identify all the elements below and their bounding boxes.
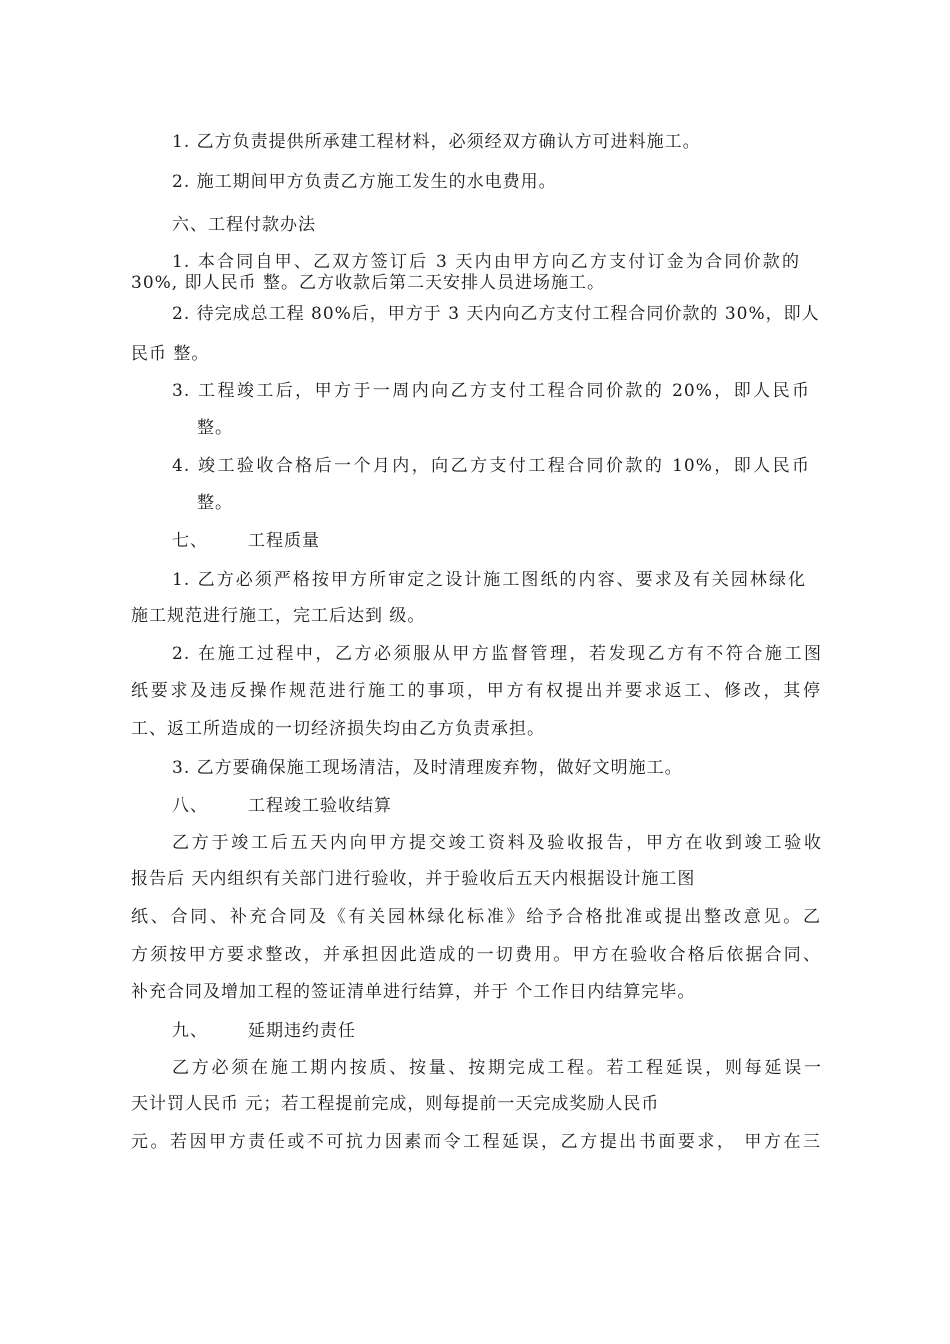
text-line: 30%, 即人民币 整。乙方收款后第二天安排人员进场施工。 (131, 273, 605, 293)
text-line: 4. 竣工验收合格后一个月内，向乙方支付工程合同价款的 10%，即人民币 (172, 456, 810, 476)
text-line: 3. 乙方要确保施工现场清洁，及时清理废弃物，做好文明施工。 (172, 758, 683, 778)
text-line: 民币 整。 (131, 344, 210, 364)
text-line: 2. 施工期间甲方负责乙方施工发生的水电费用。 (172, 172, 557, 192)
text-line: 纸、合同、补充合同及《有关园林绿化标准》给予合格批准或提出整改意见。乙 (131, 907, 821, 927)
section-number: 八、 (172, 796, 208, 816)
text-line: 1. 乙方必须严格按甲方所审定之设计施工图纸的内容、要求及有关园林绿化 (172, 570, 806, 590)
text-line: 整。 (197, 418, 233, 438)
text-line: 工、返工所造成的一切经济损失均由乙方负责承担。 (131, 719, 545, 739)
text-line: 2. 待完成总工程 80%后，甲方于 3 天内向乙方支付工程合同价款的 30%，即人 (172, 304, 820, 324)
text-line: 3. 工程竣工后，甲方于一周内向乙方支付工程合同价款的 20%，即人民币 (172, 381, 810, 401)
text-line: 纸要求及违反操作规范进行施工的事项，甲方有权提出并要求返工、修改，其停 (131, 681, 821, 701)
section-number: 七、 (172, 531, 208, 551)
section-heading: 工程竣工验收结算 (248, 796, 392, 816)
text-line: 施工规范进行施工，完工后达到 级。 (131, 606, 426, 626)
section-heading: 延期违约责任 (248, 1021, 356, 1041)
text-line: 2. 在施工过程中，乙方必须服从甲方监督管理，若发现乙方有不符合施工图 (172, 644, 822, 664)
section-heading: 六、工程付款办法 (172, 215, 316, 235)
text-line: 报告后 天内组织有关部门进行验收，并于验收后五天内根据设计施工图 (131, 869, 696, 889)
text-line: 1. 乙方负责提供所承建工程材料，必须经双方确认方可进料施工。 (172, 132, 701, 152)
text-line: 天计罚人民币 元；若工程提前完成，则每提前一天完成奖励人民币 (131, 1094, 660, 1114)
text-line: 补充合同及增加工程的签证清单进行结算，并于 个工作日内结算完毕。 (131, 982, 696, 1002)
text-line: 方须按甲方要求整改，并承担因此造成的一切费用。甲方在验收合格后依据合同、 (131, 945, 821, 965)
text-line: 乙方于竣工后五天内向甲方提交竣工资料及验收报告，甲方在收到竣工验收 (172, 833, 822, 853)
section-heading: 工程质量 (248, 531, 320, 551)
text-line: 元。若因甲方责任或不可抗力因素而令工程延误，乙方提出书面要求， 甲方在三 (131, 1132, 821, 1152)
section-number: 九、 (172, 1021, 208, 1041)
text-line: 乙方必须在施工期内按质、按量、按期完成工程。若工程延误，则每延误一 (172, 1058, 822, 1078)
text-line: 1. 本合同自甲、乙双方签订后 3 天内由甲方向乙方支付订金为合同价款的 (172, 252, 800, 272)
text-line: 整。 (197, 493, 233, 513)
